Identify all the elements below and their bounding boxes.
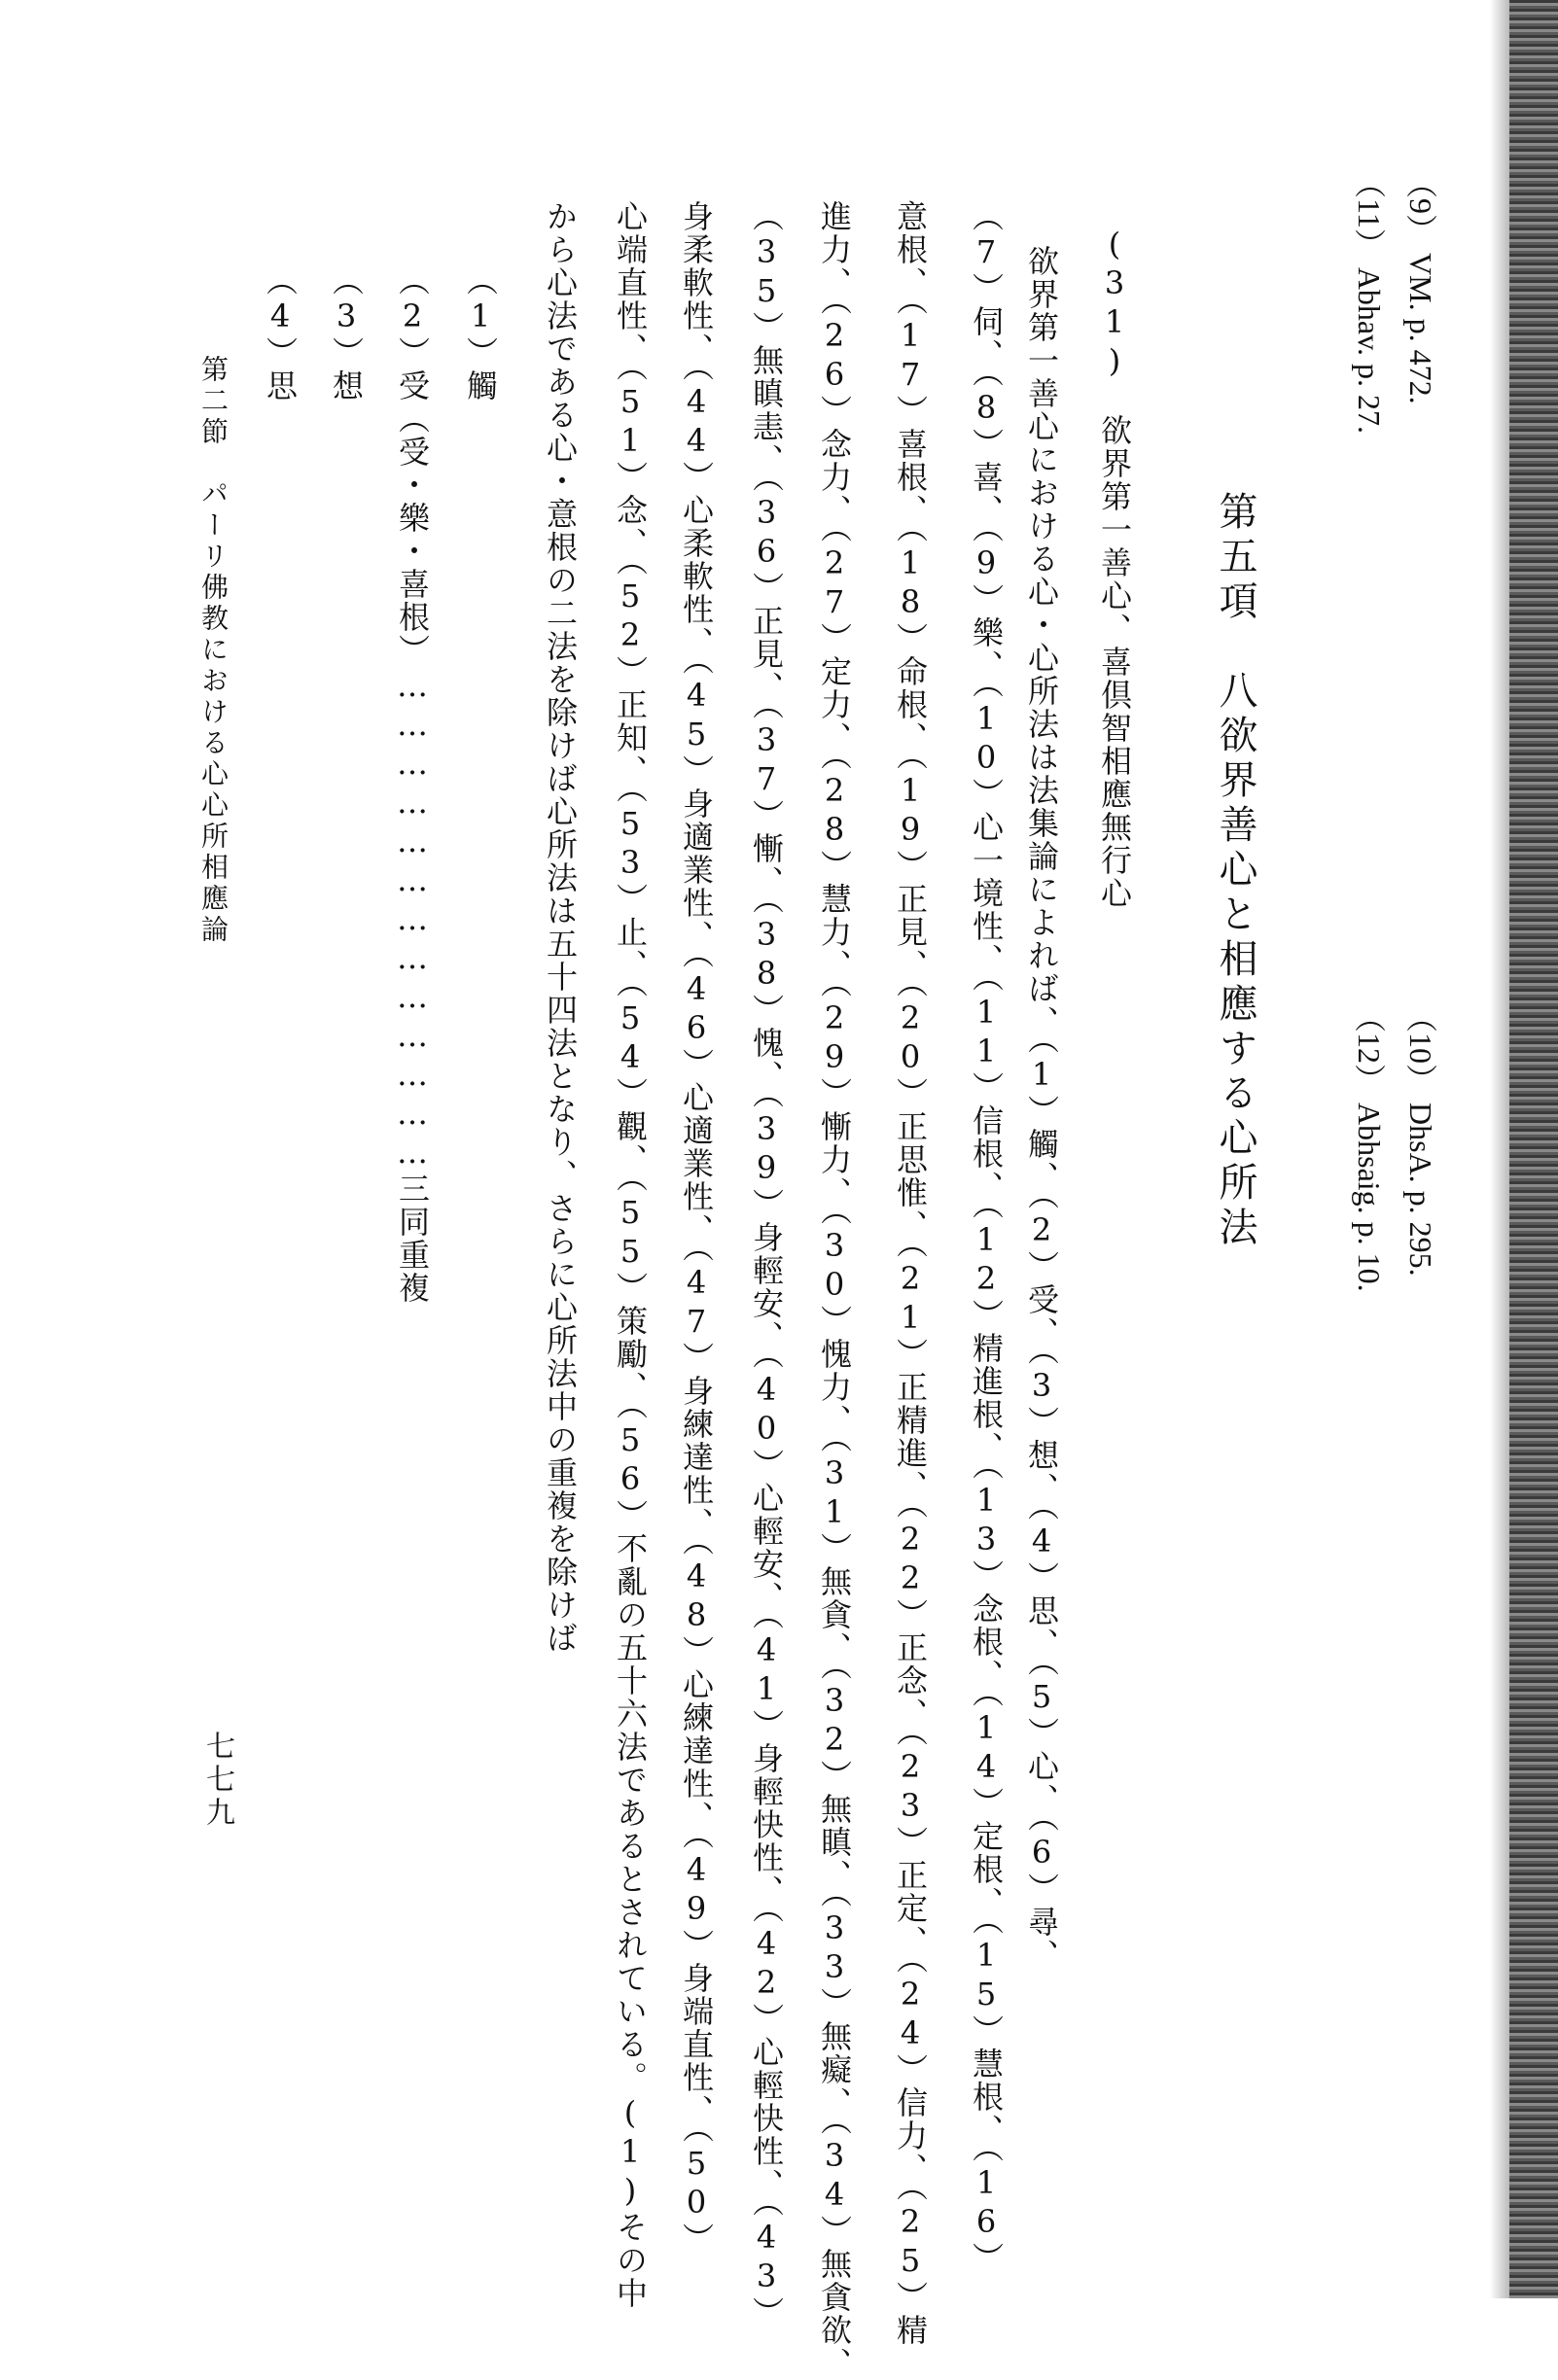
list-item: （2）受（受・樂・喜根）…………………………………三同重複 bbox=[394, 264, 431, 1305]
body-line: 心端直性、（51）念、（52）正知、（53）止、（54）觀、（55）策勵、（56）不亂の五十六法であるとされている。(1)その中 bbox=[612, 200, 649, 2310]
page-edge-shadow bbox=[1490, 0, 1509, 2298]
list-item: （4）思 bbox=[262, 264, 299, 402]
list-item: （1）觸 bbox=[462, 264, 499, 402]
body-line: 進力、（26）念力、（27）定力、（28）慧力、（29）慚力、（30）愧力、（31）無貪、（32）無瞋、（33）無癡、（34）無貪欲、 bbox=[816, 200, 853, 2380]
subheading: (31) 欲界第一善心、喜倶智相應無行心 bbox=[1096, 226, 1133, 910]
body-line: から心法である心・意根の二法を除けば心所法は五十四法となり、さらに心所法中の重複を除けば bbox=[542, 200, 579, 1655]
body-line: 身柔軟性、（44）心柔軟性、（45）身適業性、（46）心適業性、（47）身練達性、（48）心練達性、（49）身端直性、（50） bbox=[678, 200, 715, 2256]
running-footer: 第二節 パーリ佛教における心心所相應論 bbox=[197, 355, 230, 946]
page-edge-scan bbox=[1509, 0, 1558, 2298]
section-heading: 第五項 八欲界善心と相應する心所法 bbox=[1213, 491, 1257, 1251]
page-number: 七七九 bbox=[200, 1731, 234, 1830]
footnote-10: （10） DhsA. p. 295. bbox=[1403, 1001, 1438, 1277]
body-line: （35）無瞋恚、（36）正見、（37）慚、（38）愧、（39）身輕安、（40）心輕安、（41）身輕快性、（42）心輕快性、（43） bbox=[748, 200, 785, 2329]
footnote-12: （12） Abhsaig. p. 10. bbox=[1352, 1001, 1387, 1292]
body-line: 意根、（17）喜根、（18）命根、（19）正見、（20）正思惟、（21）正精進、（22）正念、（23）正定、（24）信力、（25）精 bbox=[892, 200, 929, 2347]
footnote-9: （9） VM. p. 472. bbox=[1403, 167, 1438, 404]
footnote-11: （11） Abhav. p. 27. bbox=[1352, 167, 1387, 435]
list-item: （3）想 bbox=[328, 264, 365, 402]
body-line: （7）伺、（8）喜、（9）樂、（10）心一境性、（11）信根、（12）精進根、（13）念根、（14）定根、（15）慧根、（16） bbox=[968, 200, 1005, 2275]
body-line: 欲界第一善心における心・心所法は法集論によれば、（1）觸、（2）受、（3）想、（4）思、（5）心、（6）尋、 bbox=[1023, 245, 1060, 1972]
